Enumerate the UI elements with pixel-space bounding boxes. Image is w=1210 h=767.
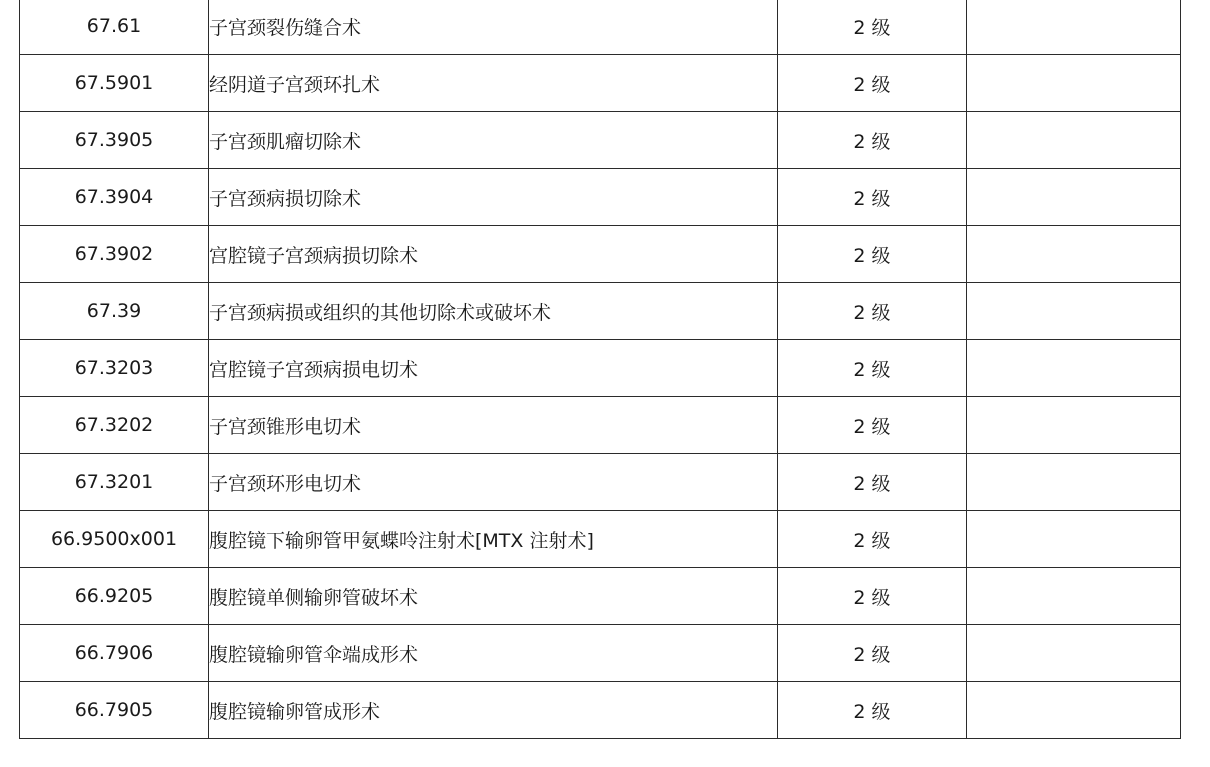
- procedure-note-cell: [967, 169, 1181, 226]
- procedure-note-cell: [967, 226, 1181, 283]
- procedure-level-cell: 2 级: [778, 625, 967, 682]
- procedure-note-cell: [967, 397, 1181, 454]
- procedure-code-cell: 66.7906: [20, 625, 209, 682]
- procedure-code-cell: 66.9205: [20, 568, 209, 625]
- table-row: [20, 454, 1181, 511]
- procedure-code-cell: 67.3202: [20, 397, 209, 454]
- procedure-table: [19, 0, 1181, 739]
- procedure-note-cell: [967, 511, 1181, 568]
- procedure-code-cell: 67.39: [20, 283, 209, 340]
- procedure-code-cell: 67.3904: [20, 169, 209, 226]
- procedure-level-cell: 2 级: [778, 226, 967, 283]
- procedure-note-cell: [967, 283, 1181, 340]
- table-row: [20, 112, 1181, 169]
- procedure-name-cell: 腹腔镜输卵管成形术: [209, 682, 778, 739]
- table-row: [20, 511, 1181, 568]
- procedure-name-cell: 子宫颈裂伤缝合术: [209, 0, 778, 55]
- procedure-level-cell: 2 级: [778, 682, 967, 739]
- procedure-table-body: [20, 0, 1181, 739]
- procedure-code-cell: 67.3905: [20, 112, 209, 169]
- table-row: [20, 682, 1181, 739]
- procedure-code-cell: 67.3902: [20, 226, 209, 283]
- procedure-name-cell: 宫腔镜子宫颈病损电切术: [209, 340, 778, 397]
- table-row: [20, 283, 1181, 340]
- procedure-level-cell: 2 级: [778, 511, 967, 568]
- procedure-level-cell: 2 级: [778, 0, 967, 55]
- procedure-note-cell: [967, 0, 1181, 55]
- procedure-name-cell: 经阴道子宫颈环扎术: [209, 55, 778, 112]
- procedure-name-cell: 子宫颈锥形电切术: [209, 397, 778, 454]
- procedure-note-cell: [967, 568, 1181, 625]
- procedure-note-cell: [967, 625, 1181, 682]
- procedure-name-cell: 宫腔镜子宫颈病损切除术: [209, 226, 778, 283]
- table-row: [20, 397, 1181, 454]
- procedure-name-cell: 子宫颈环形电切术: [209, 454, 778, 511]
- procedure-note-cell: [967, 112, 1181, 169]
- procedure-code-cell: 67.3203: [20, 340, 209, 397]
- procedure-name-cell: 腹腔镜单侧输卵管破坏术: [209, 568, 778, 625]
- procedure-level-cell: 2 级: [778, 397, 967, 454]
- table-row: [20, 568, 1181, 625]
- procedure-note-cell: [967, 55, 1181, 112]
- table-row: [20, 169, 1181, 226]
- procedure-level-cell: 2 级: [778, 112, 967, 169]
- procedure-code-cell: 66.9500x001: [20, 511, 209, 568]
- procedure-level-cell: 2 级: [778, 283, 967, 340]
- table-row: [20, 625, 1181, 682]
- procedure-level-cell: 2 级: [778, 340, 967, 397]
- procedure-code-cell: 67.61: [20, 0, 209, 55]
- procedure-name-cell: 腹腔镜下输卵管甲氨蝶呤注射术[MTX 注射术]: [209, 511, 778, 568]
- procedure-note-cell: [967, 682, 1181, 739]
- procedure-name-cell: 腹腔镜输卵管伞端成形术: [209, 625, 778, 682]
- procedure-name-cell: 子宫颈病损切除术: [209, 169, 778, 226]
- procedure-name-cell: 子宫颈病损或组织的其他切除术或破坏术: [209, 283, 778, 340]
- procedure-level-cell: 2 级: [778, 169, 967, 226]
- procedure-level-cell: 2 级: [778, 568, 967, 625]
- procedure-name-cell: 子宫颈肌瘤切除术: [209, 112, 778, 169]
- procedure-level-cell: 2 级: [778, 454, 967, 511]
- procedure-note-cell: [967, 340, 1181, 397]
- procedure-note-cell: [967, 454, 1181, 511]
- procedure-code-cell: 67.3201: [20, 454, 209, 511]
- procedure-code-cell: 66.7905: [20, 682, 209, 739]
- table-row: [20, 226, 1181, 283]
- procedure-code-cell: 67.5901: [20, 55, 209, 112]
- table-row: [20, 55, 1181, 112]
- procedure-level-cell: 2 级: [778, 55, 967, 112]
- table-row: [20, 0, 1181, 55]
- table-row: [20, 340, 1181, 397]
